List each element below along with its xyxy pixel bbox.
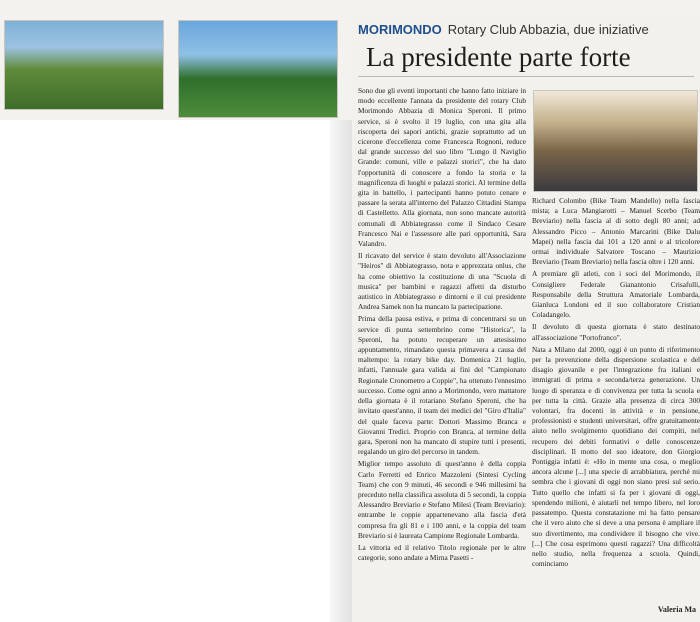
left-text-column [358,86,526,616]
paragraph: A premiare gli atleti, con i soci del Morimondo, il Consigliere Federale Gianantonio Crisafulli, Responsabile della Struttura Amatoriale Lombarda, Gianluca Londoni ed il suo collaboratore Cristian Coladangelo. [532,269,700,320]
section-place: MORIMONDO [358,22,442,37]
paragraph: Il devoluto di questa giornata è stato destinato all'associazione "Portofranco". [532,322,700,342]
team-photo [178,20,338,118]
headline-divider [358,76,694,77]
paragraph: Prima della pausa estiva, e prima di concentrarsi su un service di punta settembrino come "Historica", la Speroni, ha potuto recuperare un attesissimo appuntamento, rimandato questa primavera a causa del maltempo: la rotary bike day. Domenica 21 luglio, infatti, l'annuale gara valida ai fini del "Campionato Regionale Cronometro a Coppie", ha ottenuto l'ennesimo successo. Come ogni anno a Morimondo, vero mattatore della giornata è il rotariano Stefano Speroni, che ha invitato quest'anno, il team dei medici del "Giro d'Italia" del quale faceva parte: Dottori Massimo Branca e Giovanni Tredici. Proprio con Branca, al termine della gara, Speroni non ha mancato di stupire tutti i presenti, regalando un giro del percorso in tandem. [358,314,526,457]
paragraph: Nata a Milano dal 2000, oggi è un punto di riferimento per la prevenzione della dispersione scolastica e del disagio giovanile e per l'integrazione fra italiani e immigrati di prima e seconda/terza generazione. Un luogo di speranza e di convivenza per tutta la scuola e per tutta la città. Grazie alla presenza di circa 300 volontari, fra docenti in attività e in pensione, professionisti e studenti universitari, offre gratuitamente aiuto nello svolgimento quotidiano dei compiti, nel recupero dei debiti formativi e delle conoscenze disciplinari. Il motto del suo ideatore, don Giorgio Pontiggia infatti è: «Ho in mente una cosa, o meglio ancora alcune [...] una specie di arrabbiatura, perché mi sembra che i giovani di oggi non siano presi sul serio. Tutto quello che infatti si fa per i giovani di oggi, spendendo milioni, è aiutarli nel tempo libero, nel loro passatempo. Questa constatazione mi ha fatto pensare che il vero aiuto che si deve a una persona è ampliare il suo divertimento, ma condividere il bisogno che vive. [...] Che cosa esprimono questi ragazzi? Una difficoltà nello studio, nella frequenza a scuola. Quindi, cominciamo [532,344,700,569]
article-kicker [358,22,649,37]
author-byline: Valeria Ma [657,605,696,614]
paragraph: Richard Colombo (Bike Team Mandello) nella fascia mista; a Luca Mangiarotti – Manuel Scerbo (Team Breviario) nella fascia al di sotto degli 80 anni; ad Alessandro Picco – Antonio Marcarini (Bike Dalu Mapei) nella fascia dai 101 a 120 anni e al tricolore ormai individuale Salvatore Toscano – Maurizio Breviario (Team Breviario) nella fascia oltre i 120 anni. [532,196,700,267]
paragraph: Il ricavato del service è stato devoluto all'Associazione "Heiros" di Abbiategrasso, nota e apprezzata onlus, che ha come obiettivo la costituzione di una "Scuola di musica" per bambini e ragazzi affetti da disturbo autistico in Abbiategrasso e dintorni e il cui presidente Andrea Samek non ha mancato la partecipazione. [358,251,526,312]
cyclists-photo [4,20,164,110]
right-text-column [532,196,700,606]
section-subject: Rotary Club Abbazia, due iniziative [447,22,649,37]
paragraph: Sono due gli eventi importanti che hanno fatto iniziare in modo eccellente l'annata da presidente del rotary Club Morimondo Abbazia di Monica Speroni. Il primo service, si è svolto il 19 luglio, con una gita alla riscoperta dei sapori antichi, grazie soprattutto ad un cicerone d'eccellenza come Francesca Rognoni, reduce dal grande successo del suo libro "Lungo il Naviglio Grande: comuni, ville e palazzi storici", che ha dato l'opportunità di conoscere a fondo la storia e la magnificenza di luoghi e palazzi storici. Al termine della gita in battello, i partecipanti hanno potuto cenare e passare la serata all'interno del Palazzo Cittadini Stampa di Castelletto. Alla giornata, non sono mancate autorità comunali di Abbiategrasso come il Sindaco Cesare Francesco Nai e l'assessore alle pari opportunità, Sara Valandro. [358,86,526,249]
paragraph: Miglior tempo assoluto di quest'anno è della coppia Carlo Ferretti ed Enrico Mazzoleni (Sintesi Cycling Team) che con 9 minuti, 46 secondi e 946 millesimi ha preceduto nella classifica assoluta di 5 secondi, la coppia Alessandro Breviario e Stefano Milesi (Team Breviario): entrambe le coppie appartenevano alla fascia d'età compresa fra gli 81 e i 100 anni, e la coppia del team Breviario si è laureata Campione Regionale Lombarda. [358,459,526,540]
blank-paper-overlay [0,120,348,622]
boat-trip-photo [533,90,698,192]
article-headline: La presidente parte forte [366,42,631,72]
paragraph: La vittoria ed il relativo Titolo regionale per le altre categorie, sono andate a Mirna Pasetti - [358,542,526,563]
tape-strip [330,120,352,622]
